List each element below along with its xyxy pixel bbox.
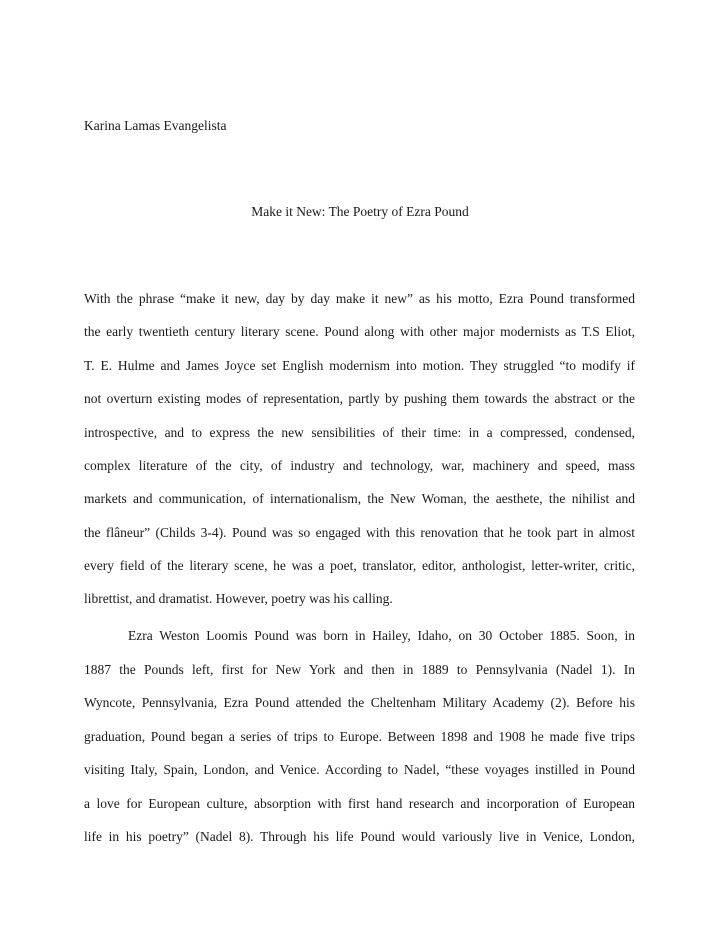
paragraph-line: not overturn existing modes of representation, partly by pushing them towards the abstract or the bbox=[84, 391, 635, 406]
paragraph-line: the flâneur” (Childs 3-4). Pound was so engaged with this renovation that he took part in almost bbox=[84, 525, 635, 540]
paragraph-line: introspective, and to express the new sensibilities of their time: in a compressed, condensed, bbox=[84, 425, 635, 440]
paragraph-line: complex literature of the city, of industry and technology, war, machinery and speed, mass bbox=[84, 458, 635, 473]
paragraph-line: 1887 the Pounds left, first for New York and then in 1889 to Pennsylvania (Nadel 1). In bbox=[84, 662, 635, 677]
paragraph-line: T. E. Hulme and James Joyce set English modernism into motion. They struggled “to modify if bbox=[84, 358, 635, 373]
essay-title: Make it New: The Poetry of Ezra Pound bbox=[251, 204, 469, 219]
paragraph-line: the early twentieth century literary scene. Pound along with other major modernists as T.S Eliot, bbox=[84, 324, 635, 339]
paragraph-line: Ezra Weston Loomis Pound was born in Hailey, Idaho, on 30 October 1885. Soon, in bbox=[128, 628, 635, 643]
author-name: Karina Lamas Evangelista bbox=[84, 118, 227, 133]
paragraph-line: Wyncote, Pennsylvania, Ezra Pound attended the Cheltenham Military Academy (2). Before his bbox=[84, 695, 635, 710]
paragraph-line: life in his poetry” (Nadel 8). Through his life Pound would variously live in Venice, London, bbox=[84, 829, 635, 844]
paragraph-line: markets and communication, of internationalism, the New Woman, the aesthete, the nihilist and bbox=[84, 491, 635, 506]
paragraph-line: librettist, and dramatist. However, poetry was his calling. bbox=[84, 591, 393, 606]
paragraph-line: a love for European culture, absorption with first hand research and incorporation of European bbox=[84, 796, 635, 811]
paragraph-line: every field of the literary scene, he was a poet, translator, editor, anthologist, letter-writer, critic, bbox=[84, 558, 635, 573]
paragraph-line: graduation, Pound began a series of trips to Europe. Between 1898 and 1908 he made five trips bbox=[84, 729, 635, 744]
paragraph-line: With the phrase “make it new, day by day make it new” as his motto, Ezra Pound transformed bbox=[84, 291, 635, 306]
paragraph-line: visiting Italy, Spain, London, and Venice. According to Nadel, “these voyages instilled in Pound bbox=[84, 762, 635, 777]
